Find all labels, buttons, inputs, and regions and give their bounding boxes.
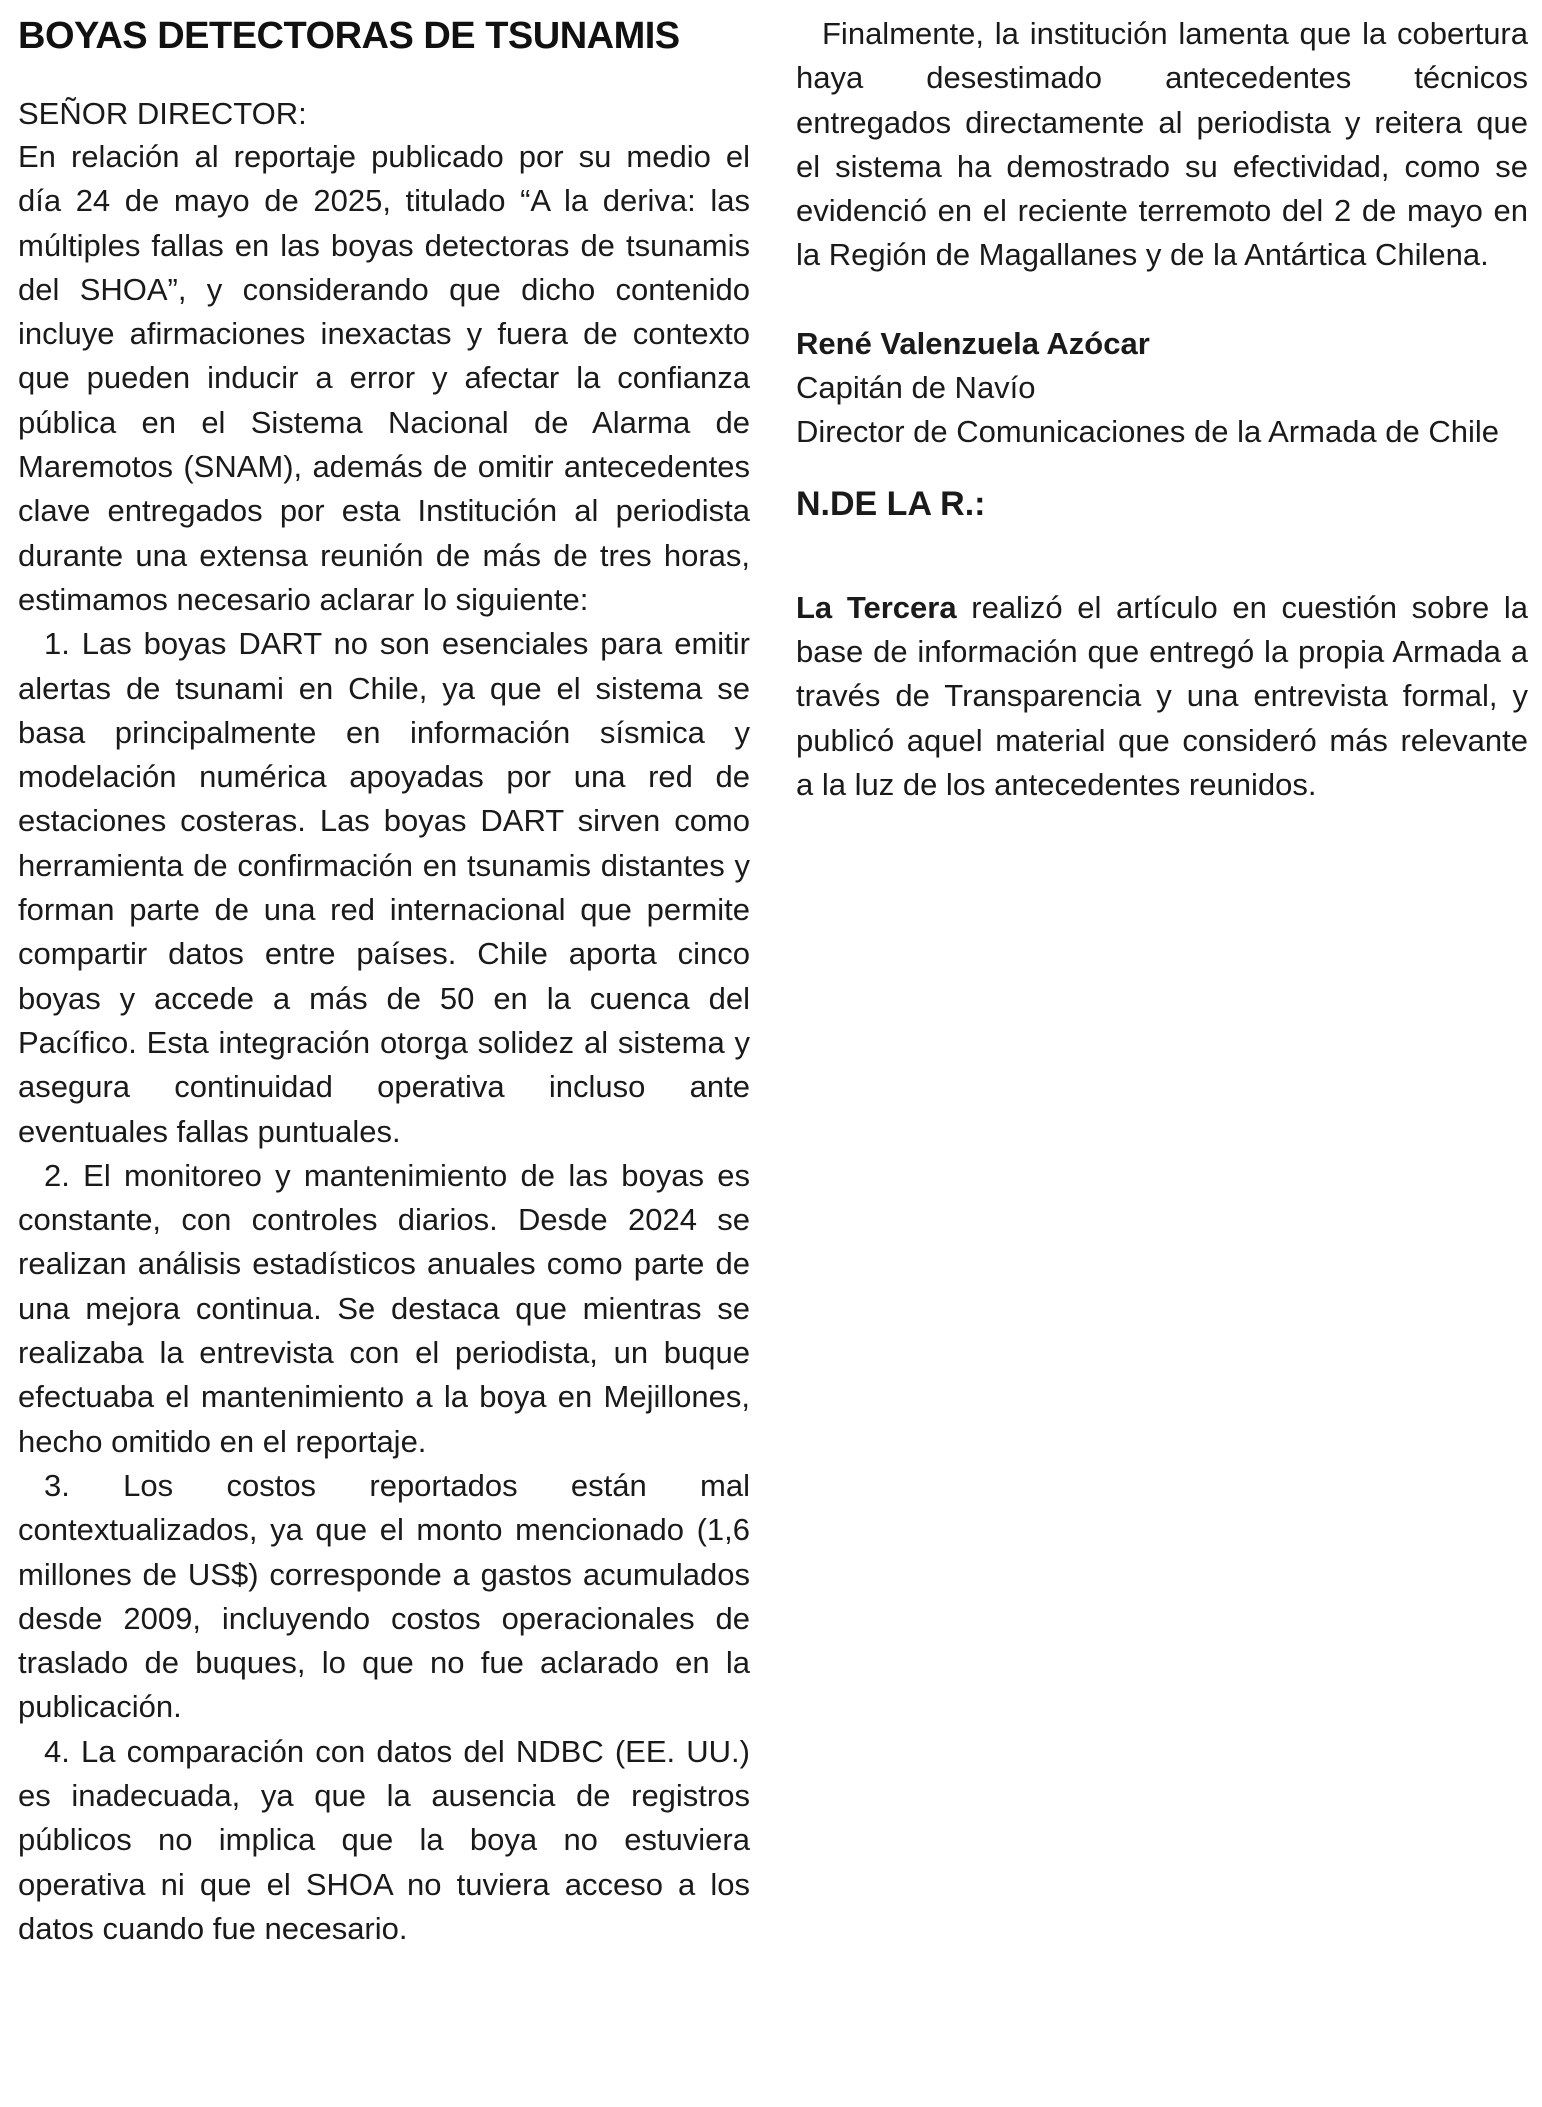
editor-note-text: realizó el artículo en cuestión sobre la base de información que entregó la propia Armada a través de Transparencia y una entrevista formal, y publicó aquel material que consideró más relevante a la luz de los antecedentes reunidos.	[796, 589, 1529, 802]
left-column	[18, 14, 750, 1951]
editor-note-paragraph	[796, 586, 1528, 807]
headline: BOYAS DETECTORAS DE TSUNAMIS	[18, 15, 680, 57]
closing-paragraph: Finalmente, la institución lamenta que la cobertura haya desestimado antecedentes técnicos entregados directamente al periodista y reitera que el sistema ha demostrado su efectividad, como se evidenció en el reciente terremoto del 2 de mayo en la Región de Magallanes y de la Antártica Chilena.	[796, 16, 1528, 273]
right-column	[796, 12, 1528, 807]
intro-paragraph: En relación al reportaje publicado por su medio el día 24 de mayo de 2025, titulado “A la deriva: las múltiples fallas en las boyas detectoras de tsunamis del SHOA”, y considerando que dicho contenido incluye afirmaciones inexactas y fuera de contexto que pueden inducir a error y afectar la confianza pública en el Sistema Nacional de Alarma de Maremotos (SNAM), además de omitir antecedentes clave entregados por esta Institución al periodista durante una extensa reunión de más de tres horas, estimamos necesario aclarar lo siguiente:	[18, 139, 750, 617]
point-3-paragraph: 3. Los costos reportados están mal contextualizados, ya que el monto mencionado (1,6 millones de US$) corresponde a gastos acumulados desde 2009, incluyendo costos operacionales de traslado de buques, lo que no fue aclarado en la publicación.	[18, 1467, 750, 1725]
newspaper-name: La Tercera	[796, 589, 957, 625]
signature-name: René Valenzuela Azócar	[796, 325, 1150, 361]
signature-rank: Capitán de Navío	[796, 369, 1036, 405]
editor-note-heading: N.DE LA R.:	[796, 484, 986, 523]
signature-position: Director de Comunicaciones de la Armada de Chile	[796, 413, 1500, 449]
point-1-paragraph: 1. Las boyas DART no son esenciales para emitir alertas de tsunami en Chile, ya que el sistema se basa principalmente en información sísmica y modelación numérica apoyadas por una red de estaciones costeras. Las boyas DART sirven como herramienta de confirmación en tsunamis distantes y forman parte de una red internacional que permite compartir datos entre países. Chile aporta cinco boyas y accede a más de 50 en la cuenca del Pacífico. Esta integración otorga solidez al sistema y asegura continuidad operativa incluso ante eventuales fallas puntuales.	[18, 626, 750, 1149]
salutation: SEÑOR DIRECTOR:	[18, 96, 307, 131]
point-2-paragraph: 2. El monitoreo y mantenimiento de las boyas es constante, con controles diarios. Desde 2024 se realizan análisis estadísticos anuales como parte de una mejora continua. Se destaca que mientras se realizaba la entrevista con el periodista, un buque efectuaba el mantenimiento a la boya en Mejillones, hecho omitido en el reportaje.	[18, 1157, 750, 1459]
point-4-paragraph: 4. La comparación con datos del NDBC (EE. UU.) es inadecuada, ya que la ausencia de registros públicos no implica que la boya no estuviera operativa ni que el SHOA no tuviera acceso a los datos cuando fue necesario.	[18, 1733, 750, 1946]
signature-block	[796, 322, 1528, 454]
